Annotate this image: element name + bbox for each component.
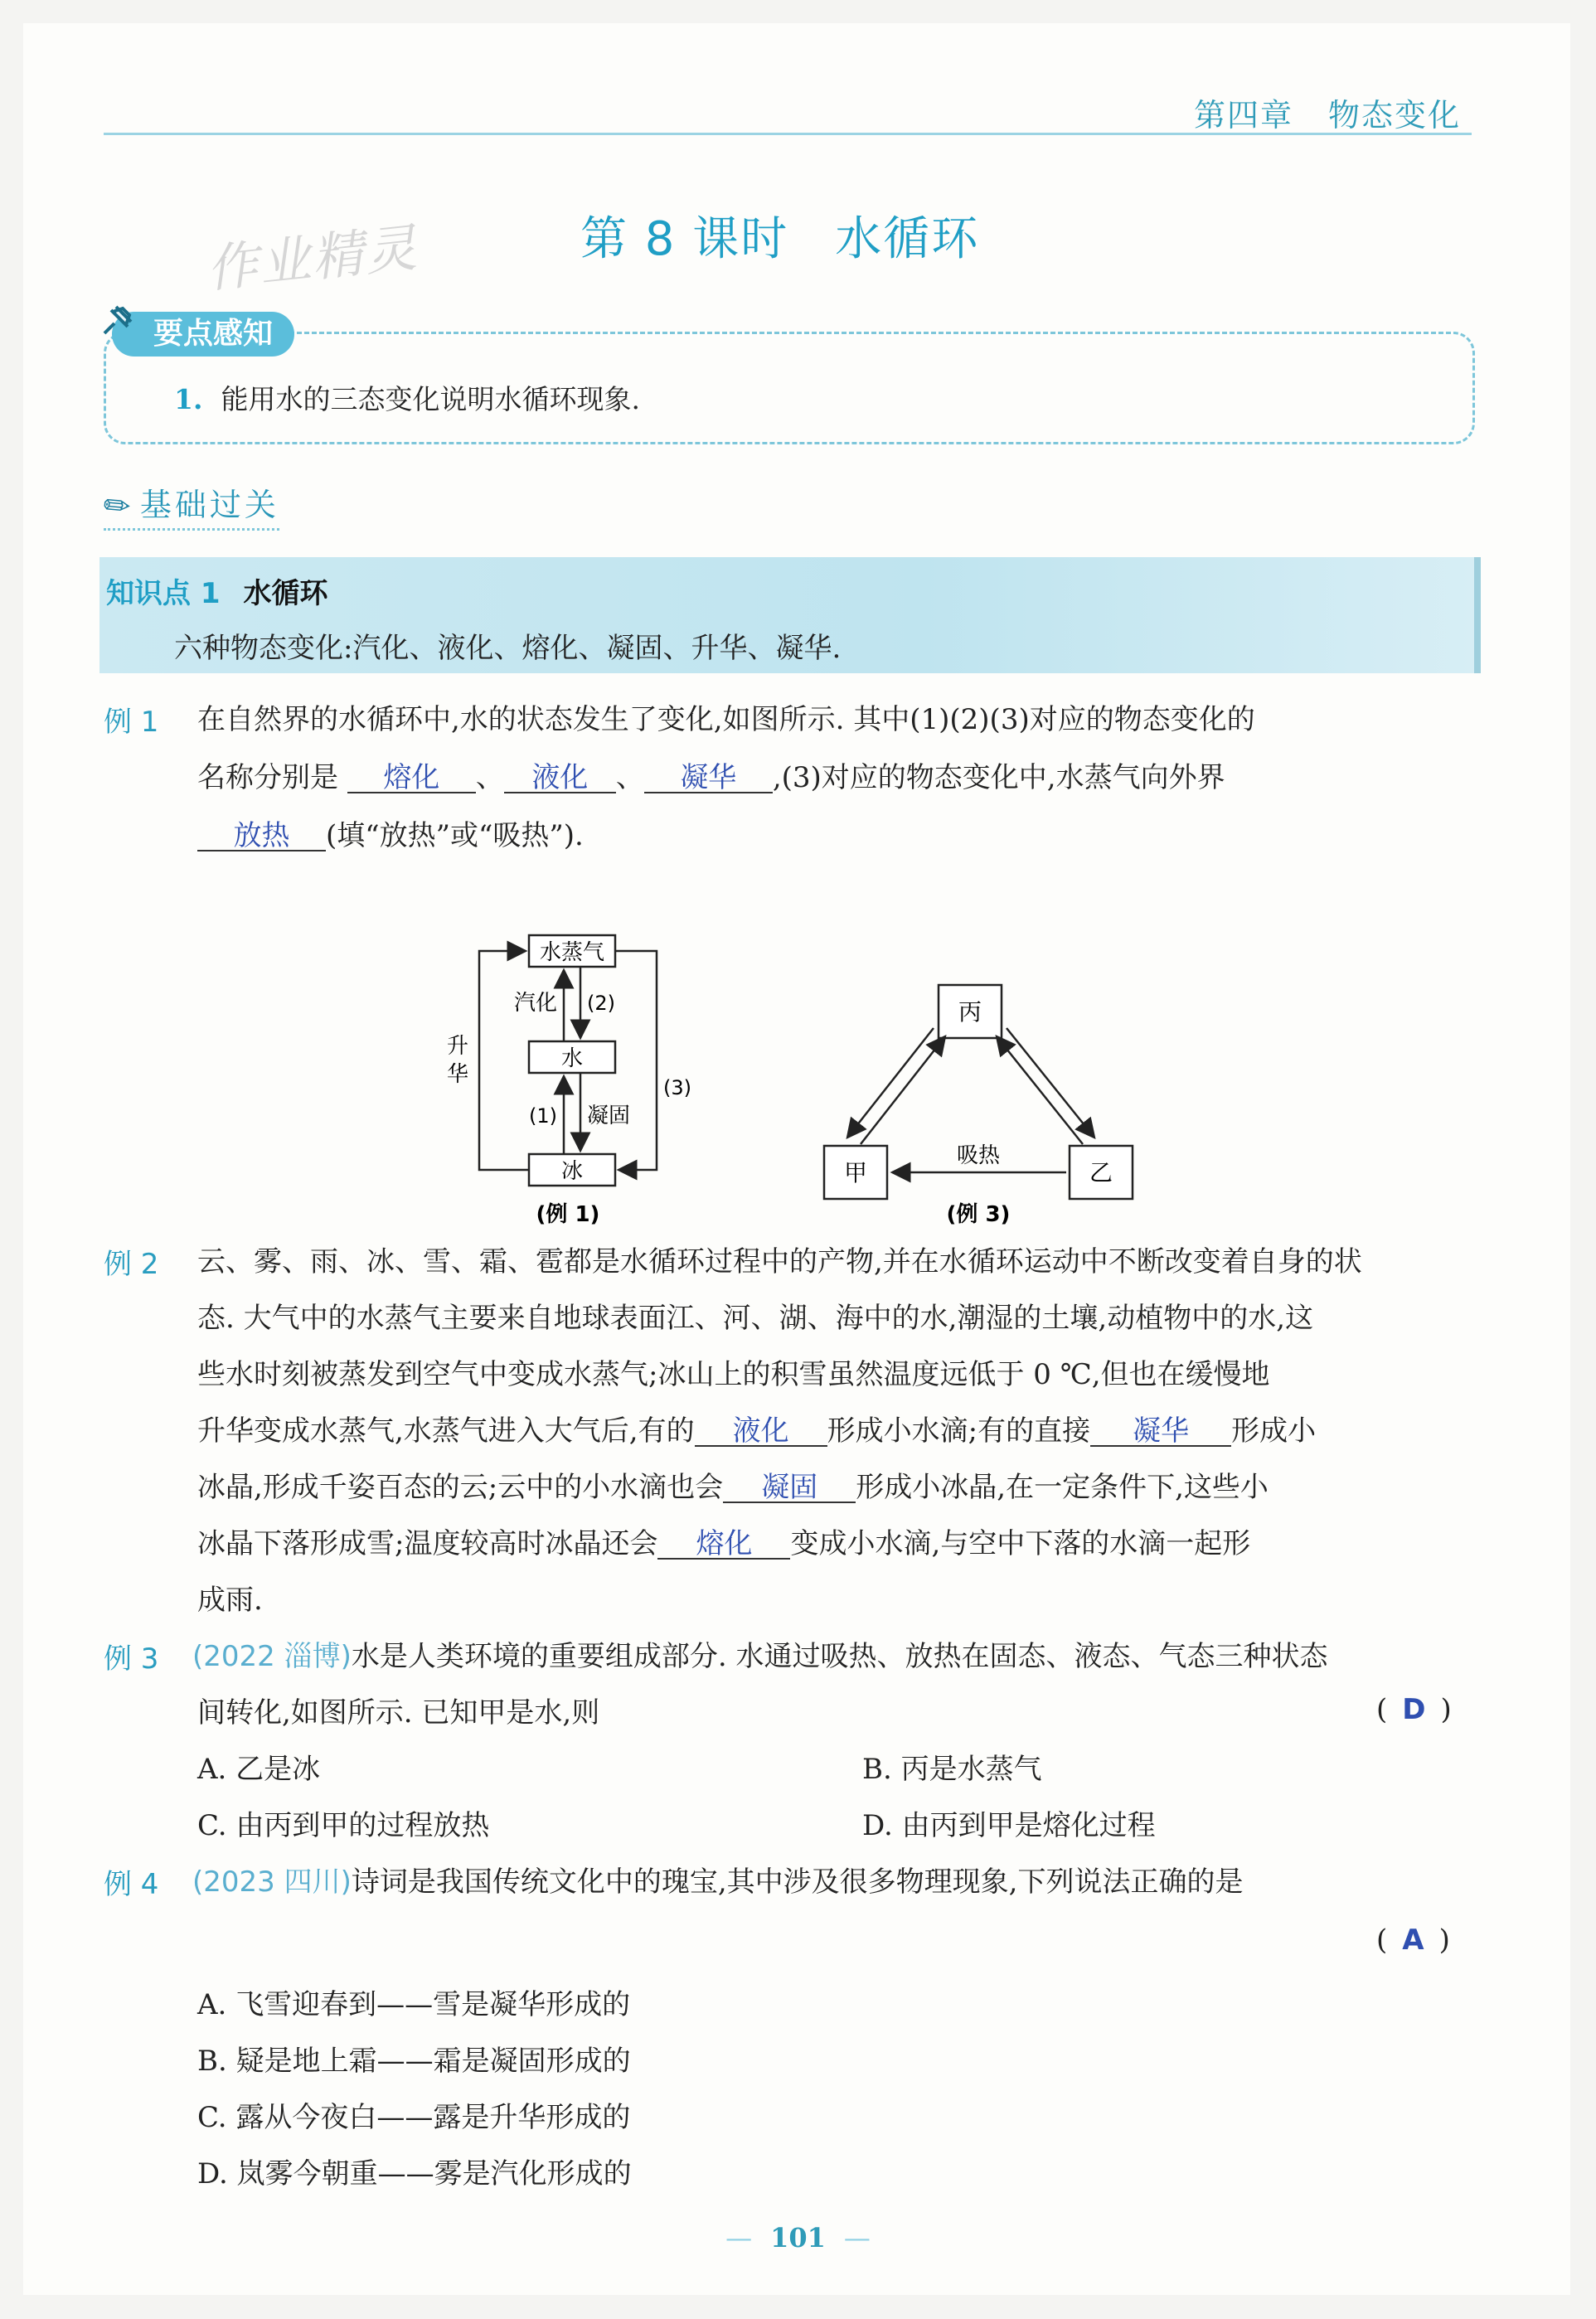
- option-key: A.: [197, 1988, 227, 2021]
- page-number-value: 101: [770, 2222, 826, 2254]
- example-1-line-3: [197, 813, 584, 853]
- option-text: 疑是地上霜——霜是凝固形成的: [235, 2045, 631, 2078]
- knowledge-point-title: [106, 570, 328, 611]
- arrow-bing-to-jia: [847, 1028, 934, 1138]
- example-4-label: 例 4: [104, 1868, 159, 1901]
- example-3-label: 例 3: [104, 1642, 159, 1676]
- example-2-text: 形成小水滴;有的直接: [827, 1414, 1091, 1448]
- example-2-line-4: [197, 1408, 1316, 1448]
- jia-text: 甲: [843, 1159, 868, 1186]
- example-4-option-c: [197, 2094, 630, 2135]
- option-key: C.: [197, 2101, 227, 2134]
- example-3-answer-bracket: ( D ): [1376, 1693, 1452, 1726]
- example-3-source: (2022 淄博): [192, 1640, 352, 1673]
- example-2-answer-4: 熔化: [657, 1530, 790, 1560]
- figure-example-3: [824, 985, 1133, 1227]
- label-vaporize: 汽化: [513, 991, 557, 1016]
- label-sublimate-2: 华: [446, 1062, 469, 1087]
- knowledge-point-text: 六种物态变化:汽化、液化、熔化、凝固、升华、凝华.: [174, 632, 842, 665]
- option-text: 乙是冰: [235, 1753, 321, 1786]
- figure-3-caption: (例 3): [946, 1202, 1011, 1227]
- example-1-line-2: [197, 754, 1225, 795]
- vapor-text: 水蒸气: [539, 940, 605, 965]
- example-2-answer-3: 凝固: [723, 1473, 856, 1503]
- example-2-text: 升华变成水蒸气,水蒸气进入大气后,有的: [197, 1414, 695, 1448]
- example-1-line-1: 在自然界的水循环中,水的状态发生了变化,如图所示. 其中(1)(2)(3)对应的物态变化的: [197, 703, 1255, 736]
- knowledge-point-edge: [1474, 557, 1481, 673]
- option-text: 岚雾今朝重——雾是汽化形成的: [236, 2157, 632, 2190]
- key-point-item: [174, 378, 640, 417]
- pin-icon: [98, 302, 136, 347]
- example-3-answer: D: [1402, 1693, 1426, 1726]
- key-point-number: 1.: [174, 383, 203, 415]
- chapter-label: 第四章: [1194, 97, 1294, 133]
- example-3-option-d: [862, 1802, 1156, 1843]
- option-key: C.: [197, 1809, 227, 1842]
- figure-1-caption: (例 1): [536, 1202, 600, 1227]
- example-2-text: 变成小水滴,与空中下落的水滴一起形: [790, 1527, 1251, 1560]
- key-points-tag: 要点感知: [112, 312, 294, 357]
- basic-section-heading: [95, 479, 279, 531]
- lesson-number: 第 8 课时: [580, 212, 789, 266]
- example-1-text: (填“放热”或“吸热”).: [326, 819, 584, 852]
- example-2-line-7: 成雨.: [197, 1584, 263, 1617]
- example-1-answer-1: 熔化: [347, 764, 476, 793]
- lesson-title: [580, 202, 979, 269]
- example-1-text: ,(3)对应的物态变化中,水蒸气向外界: [772, 761, 1225, 794]
- example-2-text: 形成小冰晶,在一定条件下,这些小: [856, 1471, 1269, 1504]
- knowledge-point-name: 水循环: [243, 577, 328, 610]
- example-3-option-c: [197, 1802, 489, 1843]
- option-key: A.: [197, 1753, 227, 1786]
- option-text: 由丙到甲的过程放热: [235, 1809, 490, 1842]
- example-4-line-1: [192, 1859, 1244, 1899]
- example-1-text: 名称分别是: [197, 761, 338, 794]
- example-4-answer-bracket: ( A ): [1376, 1924, 1450, 1957]
- page-number: — 101 —: [725, 2222, 871, 2254]
- example-4-answer: A: [1402, 1924, 1424, 1957]
- basic-label: 基础过关: [139, 487, 279, 523]
- figure-example-1: [447, 935, 691, 1227]
- section-label: 物态变化: [1328, 97, 1462, 133]
- example-3-line-1: [192, 1633, 1328, 1674]
- separator: 、: [475, 761, 504, 794]
- example-2-line-1: 云、雾、雨、冰、雪、霜、雹都是水循环过程中的产物,并在水循环运动中不断改变着自身的状: [197, 1245, 1362, 1278]
- water-text: 水: [560, 1046, 584, 1071]
- label-3: (3): [663, 1076, 691, 1099]
- example-4-text: 诗词是我国传统文化中的瑰宝,其中涉及很多物理现象,下列说法正确的是: [351, 1865, 1244, 1899]
- example-2-text: 冰晶下落形成雪;温度较高时冰晶还会: [197, 1527, 658, 1560]
- yi-text: 乙: [1089, 1159, 1113, 1186]
- option-key: B.: [862, 1753, 892, 1786]
- example-2-answer-2: 凝华: [1090, 1417, 1231, 1447]
- knowledge-point-label: 知识点 1: [106, 577, 221, 610]
- lesson-name: 水循环: [835, 212, 980, 266]
- option-text: 露从今夜白——露是升华形成的: [235, 2101, 631, 2134]
- running-header: [1194, 90, 1461, 135]
- example-2-line-6: [197, 1521, 1250, 1561]
- watermark: 作业精灵: [203, 216, 421, 300]
- example-2-answer-1: 液化: [695, 1417, 827, 1447]
- separator: 、: [615, 761, 644, 794]
- option-text: 飞雪迎春到——雪是凝华形成的: [235, 1988, 631, 2021]
- option-key: B.: [197, 2045, 227, 2078]
- example-2-text: 冰晶,形成千姿百态的云;云中的小水滴也会: [197, 1471, 724, 1504]
- label-2: (2): [587, 992, 615, 1015]
- example-2-line-2: 态. 大气中的水蒸气主要来自地球表面江、河、湖、海中的水,潮湿的土壤,动植物中的水,这: [197, 1302, 1314, 1335]
- example-3-option-a: [197, 1746, 320, 1787]
- option-text: 丙是水蒸气: [900, 1753, 1042, 1786]
- example-1-answer-3: 凝华: [644, 764, 773, 793]
- example-2-line-5: [197, 1464, 1269, 1505]
- option-text: 由丙到甲是熔化过程: [901, 1809, 1156, 1842]
- label-absorb: 吸热: [956, 1143, 1001, 1168]
- arrow-deposit: [615, 951, 657, 1170]
- example-2-text: 形成小: [1231, 1414, 1317, 1448]
- example-4-option-a: [197, 1982, 630, 2022]
- label-sublimate-1: 升: [446, 1034, 469, 1059]
- arrow-sublimate: [479, 951, 529, 1170]
- example-4-option-d: [197, 2151, 632, 2191]
- header-divider: [104, 133, 1472, 135]
- example-4-source: (2023 四川): [192, 1865, 352, 1899]
- arrow-jia-to-bing: [861, 1036, 945, 1144]
- bing-text: 丙: [958, 998, 982, 1026]
- arrow-bing-to-yi: [1007, 1028, 1094, 1138]
- label-1: (1): [529, 1104, 557, 1128]
- example-4-option-b: [197, 2038, 631, 2079]
- example-3-text: 水是人类环境的重要组成部分. 水通过吸热、放热在固态、液态、气态三种状态: [351, 1640, 1328, 1673]
- key-point-text: 能用水的三态变化说明水循环现象.: [221, 383, 640, 415]
- example-3-option-b: [862, 1746, 1042, 1787]
- example-2-line-3: 些水时刻被蒸发到空气中变成水蒸气;冰山上的积雪虽然温度远低于 0 ℃,但也在缓慢地: [197, 1358, 1270, 1391]
- ice-text: 冰: [560, 1159, 584, 1184]
- example-3-line-2: 间转化,如图所示. 已知甲是水,则: [197, 1696, 600, 1730]
- option-key: D.: [197, 2157, 228, 2190]
- example-1-label: 例 1: [104, 706, 159, 739]
- option-key: D.: [862, 1809, 893, 1842]
- pencil-icon: ✎: [95, 481, 142, 529]
- label-solidify: 凝固: [587, 1104, 631, 1128]
- arrow-yi-to-bing: [997, 1036, 1083, 1144]
- figures: [415, 912, 1210, 1235]
- example-2-label: 例 2: [104, 1248, 159, 1281]
- example-1-answer-4: 放热: [197, 822, 326, 851]
- example-1-answer-2: 液化: [504, 764, 616, 793]
